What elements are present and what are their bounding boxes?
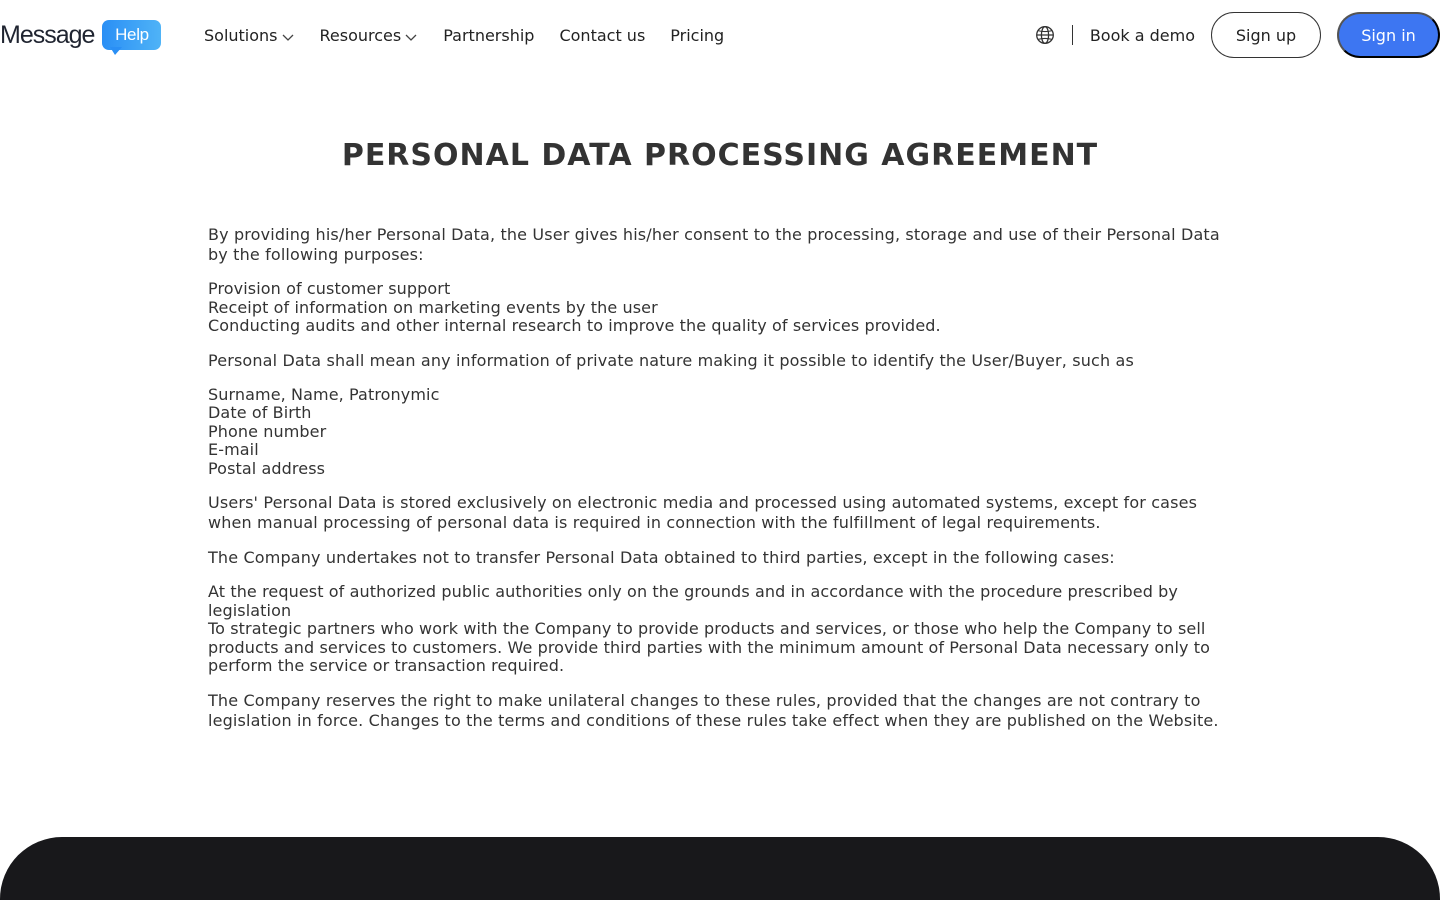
nav-item-label: Pricing bbox=[670, 25, 725, 45]
list-item: Postal address bbox=[208, 458, 326, 478]
site-header bbox=[0, 0, 1440, 70]
page-title: PERSONAL DATA PROCESSING AGREEMENT bbox=[341, 138, 1099, 173]
list-item: At the request of authorized public authorities only on the grounds and in accordance with the procedure prescribed by legislation bbox=[208, 582, 1179, 620]
chevron-down-icon bbox=[404, 32, 418, 42]
list-item: E-mail bbox=[208, 440, 259, 459]
sign-in-button[interactable]: Sign in bbox=[1337, 12, 1440, 58]
list-item: Phone number bbox=[208, 421, 327, 441]
intro-paragraph: By providing his/her Personal Data, the User gives his/her consent to the processing, storage and use of their Personal Data by the following purposes: bbox=[208, 225, 1220, 264]
list-item: Surname, Name, Patronymic bbox=[208, 384, 440, 404]
logo-wordmark: Message bbox=[0, 21, 95, 49]
agreement-body bbox=[208, 225, 1233, 746]
nav-item-pricing[interactable] bbox=[670, 26, 724, 45]
logo-help-badge bbox=[102, 20, 161, 50]
globe-icon[interactable] bbox=[1035, 25, 1055, 45]
list-item: Conducting audits and other internal research to improve the quality of services provided. bbox=[208, 316, 941, 335]
nav-item-label: Contact us bbox=[559, 25, 646, 45]
list-item: Date of Birth bbox=[208, 403, 312, 422]
logo-badge-text: Help bbox=[115, 25, 149, 44]
logo[interactable] bbox=[0, 14, 161, 58]
main-nav bbox=[204, 22, 749, 48]
nav-item-resources[interactable] bbox=[320, 26, 419, 45]
transfer-cases-list bbox=[208, 583, 1233, 676]
chevron-down-icon bbox=[281, 32, 295, 42]
list-item: To strategic partners who work with the Company to provide products and services, or those who help the Company to sell products and services to customers. We provide third parties with the minimum amount of Personal Data necessary only to perform the service or transaction required. bbox=[208, 619, 1211, 675]
personal-data-list bbox=[208, 386, 1233, 479]
nav-item-label: Solutions bbox=[204, 25, 278, 45]
definition-paragraph: Personal Data shall mean any information of private nature making it possible to identify the User/Buyer, such as bbox=[208, 350, 1134, 370]
header-actions bbox=[1035, 12, 1440, 58]
transfer-paragraph: The Company undertakes not to transfer Personal Data obtained to third parties, except in the following cases: bbox=[208, 548, 1115, 567]
list-item: Receipt of information on marketing events by the user bbox=[208, 297, 658, 317]
purposes-list bbox=[208, 280, 1233, 336]
nav-item-label: Partnership bbox=[443, 25, 535, 45]
sign-up-button[interactable]: Sign up bbox=[1211, 12, 1321, 58]
header-divider bbox=[1072, 25, 1073, 45]
changes-paragraph: The Company reserves the right to make unilateral changes to these rules, provided that the changes are not contrary to legislation in force. Changes to the terms and conditions of these rules take effect when they are published on the Website. bbox=[208, 690, 1219, 730]
book-demo-link[interactable]: Book a demo bbox=[1089, 25, 1195, 45]
nav-item-label: Resources bbox=[319, 25, 402, 45]
nav-item-contact-us[interactable] bbox=[559, 26, 645, 45]
list-item: Provision of customer support bbox=[208, 279, 451, 298]
nav-item-partnership[interactable] bbox=[443, 26, 534, 45]
site-footer bbox=[0, 837, 1440, 900]
nav-item-solutions[interactable] bbox=[204, 26, 295, 45]
storage-paragraph: Users' Personal Data is stored exclusively on electronic media and processed using automated systems, except for cases when manual processing of personal data is required in connection with the fulfillment of legal requirements. bbox=[208, 493, 1198, 532]
